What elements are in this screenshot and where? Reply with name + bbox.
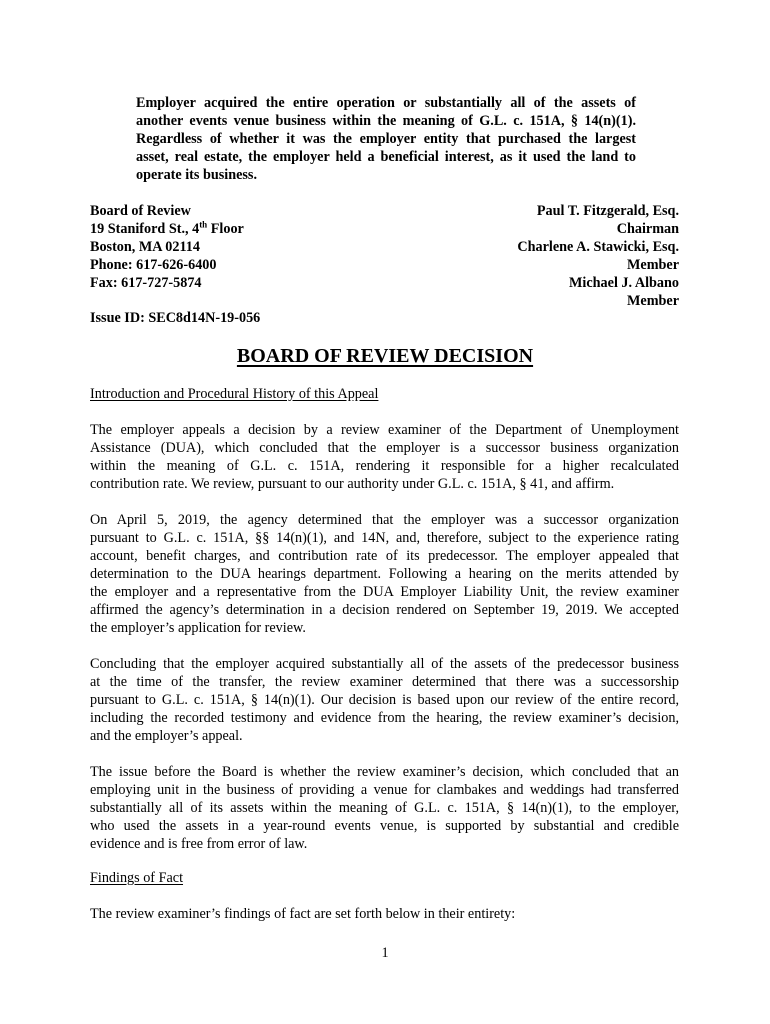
board-address-block (90, 202, 244, 292)
headnote-line: asset, real estate, the employer held a beneficial interest, as it used the land to (136, 149, 636, 165)
intro-section-heading: Introduction and Procedural History of this Appeal (90, 386, 379, 402)
paragraph-procedural-history (90, 511, 679, 637)
paragraph-line: including the recorded testimony and evidence from the hearing, the review examiner’s decision, (90, 710, 679, 726)
findings-section-heading: Findings of Fact (90, 870, 184, 886)
headnote-line: Regardless of whether it was the employer entity that purchased the largest (136, 131, 636, 147)
member-role: Member (627, 257, 679, 273)
board-phone: Phone: 617-626-6400 (90, 257, 217, 273)
board-street-address: 19 Staniford St., 4th Floor (90, 219, 244, 237)
paragraph-line: within the meaning of G.L. c. 151A, rendering it responsible for a higher recalculated (90, 458, 679, 474)
paragraph-intro (90, 421, 679, 493)
member-name: Charlene A. Stawicki, Esq. (517, 239, 679, 255)
paragraph-line: contribution rate. We review, pursuant to our authority under G.L. c. 151A, § 41, and affirm. (90, 476, 615, 492)
board-city: Boston, MA 02114 (90, 239, 200, 255)
paragraph-line: the employer’s application for review. (90, 620, 306, 636)
paragraph-line: account, benefit charges, and contribution rate of its predecessor. The employer appealed that (90, 548, 679, 564)
member-role: Member (627, 293, 679, 309)
member-name: Michael J. Albano (569, 275, 679, 291)
paragraph-line: who used the assets in a year-round events venue, is supported by substantial and credible (90, 818, 679, 834)
paragraph-line: The employer appeals a decision by a review examiner of the Department of Unemployment (90, 422, 679, 438)
paragraph-findings-intro (90, 905, 679, 923)
member-role: Chairman (616, 221, 679, 237)
paragraph-line: and the employer’s appeal. (90, 728, 243, 744)
board-fax: Fax: 617-727-5874 (90, 275, 202, 291)
paragraph-review-basis (90, 655, 679, 745)
headnote (136, 94, 636, 184)
board-name: Board of Review (90, 203, 191, 219)
issue-id: Issue ID: SEC8d14N-19-056 (90, 310, 261, 326)
page-number: 1 (381, 945, 389, 961)
headnote-line: operate its business. (136, 167, 257, 183)
paragraph-line: employing unit in the business of providing a venue for clambakes and weddings had transferred (90, 782, 679, 798)
paragraph-line: evidence and is free from error of law. (90, 836, 308, 852)
member-name: Paul T. Fitzgerald, Esq. (536, 203, 679, 219)
paragraph-line: the employer and a representative from the DUA Employer Liability Unit, the review examiner (90, 584, 679, 600)
paragraph-line: On April 5, 2019, the agency determined that the employer was a successor organization (90, 512, 679, 528)
headnote-line: Employer acquired the entire operation or substantially all of the assets of (136, 95, 636, 111)
paragraph-line: pursuant to G.L. c. 151A, § 14(n)(1). Our decision is based upon our review of the entire record, (90, 692, 679, 708)
paragraph-line: at the time of the transfer, the review examiner determined that there was a successorship (90, 674, 679, 690)
paragraph-line: determination to the DUA hearings department. Following a hearing on the merits attended by (90, 566, 679, 582)
headnote-line: another events venue business within the meaning of G.L. c. 151A, § 14(n)(1). (136, 113, 636, 129)
paragraph-line: The issue before the Board is whether the review examiner’s decision, which concluded that an (90, 764, 679, 780)
paragraph-line: affirmed the agency’s determination in a decision rendered on September 19, 2019. We accepted (90, 602, 679, 618)
board-members-block (517, 202, 679, 310)
document-title: BOARD OF REVIEW DECISION (236, 345, 534, 367)
paragraph-line: Assistance (DUA), which concluded that the employer is a successor business organization (90, 440, 679, 456)
paragraph-line: The review examiner’s findings of fact are set forth below in their entirety: (90, 906, 516, 922)
paragraph-issue (90, 763, 679, 853)
paragraph-line: substantially all of its assets within the meaning of G.L. c. 151A, § 14(n)(1), to the employer, (90, 800, 679, 816)
paragraph-line: pursuant to G.L. c. 151A, §§ 14(n)(1), and 14N, and, therefore, subject to the experience rating (90, 530, 679, 546)
paragraph-line: Concluding that the employer acquired substantially all of the assets of the predecessor business (90, 656, 679, 672)
